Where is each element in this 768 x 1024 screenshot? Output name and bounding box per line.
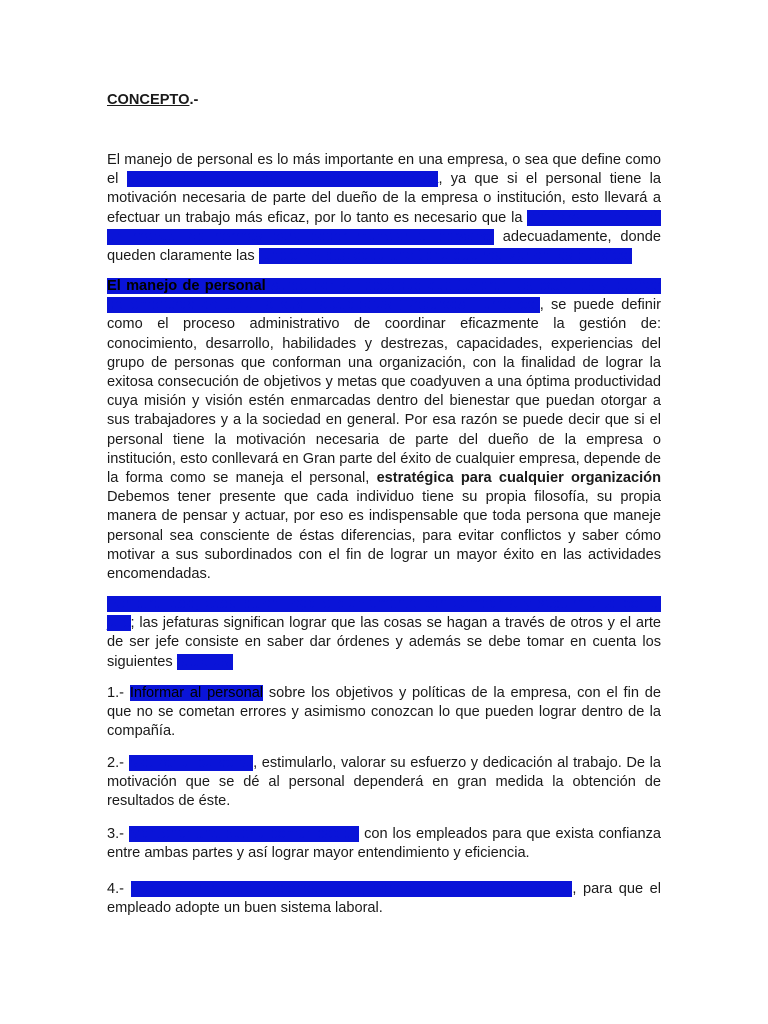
text-run: Debemos tener presente que cada individuo tiene su propia filosofía, su propia manera de pensar y actuar, por eso es indispensable que toda persona que maneje personal sea consciente de éstas diferencias, para evitar conflictos y saber cómo motivar a sus subordinados con el fin de lograr un mayor éxito en las actividades encomendadas.	[107, 489, 661, 583]
paragraph-intro	[107, 151, 661, 266]
heading-suffix: .-	[189, 92, 199, 108]
highlighted-text: Dar el ejemplo de responsabilidad, honestidad y ética profesional	[130, 881, 573, 897]
paragraph-factors	[107, 595, 661, 672]
text-run: , estimularlo, valorar su esfuerzo y dedicación al trabajo. De la motivación que se dé al personal dependerá en gran medida la obtención de resultados de éste.	[107, 755, 661, 810]
text-run: , para que el empleado adopte un buen sistema laboral.	[107, 881, 661, 917]
item-number: 3.-	[107, 826, 129, 842]
list-item-3	[107, 825, 661, 863]
highlighted-text: funciones que cada uno tiene que realizar en los puestos.	[258, 248, 632, 265]
highlighted-text: surge por la necesidad que tuvieron los patrones y dueños de empresas de tener a sus trabajadores (Recursos Humanos)	[107, 278, 661, 314]
text-run: sobre los objetivos y políticas de la empresa, con el fin de que no se cometan errores y asimismo conozcan lo que pueden lograr dentro de la compañía.	[107, 685, 661, 740]
highlighted-text: factores:	[176, 653, 233, 670]
highlighted-text: Motivar al personal	[128, 755, 254, 771]
bold-text: estratégica para cualquier organización	[376, 470, 661, 487]
highlighted-text: Informar al personal	[129, 685, 264, 701]
highlighted-text: Mantener una buena comunicación	[128, 826, 360, 842]
text-run: , ya que si el personal tiene la motivación necesaria de parte del dueño de la empresa o institución, esto llevará a efectuar un trabajo más eficaz, por lo tanto es necesario que la	[107, 171, 661, 226]
text-run: con los empleados para que exista confianza entre ambas partes y así lograr mayor entendimiento y eficiencia.	[107, 826, 661, 862]
highlighted-text: Por otro lado, cada quien llega eficientemente con compañía y seguimiento por el jefe	[107, 596, 661, 632]
text-run: adecuadamente, donde queden claramente las	[107, 228, 662, 265]
item-number: 1.-	[107, 685, 130, 701]
item-number: 4.-	[107, 881, 131, 897]
highlighted-bold-text: El manejo de personal	[107, 278, 266, 294]
paragraph-definition	[107, 277, 661, 584]
heading-title: CONCEPTO	[107, 92, 190, 108]
list-item-2	[107, 754, 661, 812]
highlighted-text	[107, 278, 266, 294]
list-item-1	[107, 684, 661, 742]
text-run: El manejo de personal es lo más importante en una empresa, o sea que define como el	[107, 152, 661, 188]
item-number: 2.-	[107, 755, 129, 771]
section-heading	[107, 92, 198, 108]
text-run: , se puede definir como el proceso administrativo de coordinar eficazmente la gestión de: conocimiento, desarrollo, habilidades y destrezas, capacidades, experiencias del grupo de personas que conforman una organización, con la finalidad de lograr la exitosa consecución de objetivos y metas que coadyuven a una óptima productividad cuya misión y visión estén enmarcadas dentro del bienestar que puedan otorgar a sus trabajadores y a la sociedad en general. Por esa razón se puede decir que si el personal tiene la motivación necesaria de parte del dueño de la empresa o institución, esto conllevará en Gran parte del éxito de cualquier empresa, depende de la forma como se maneja el personal,	[107, 297, 662, 487]
text-run: ; las jefaturas significan lograr que las cosas se hagan a través de otros y el arte de ser jefe consiste en saber dar órdenes y además se debe tomar en cuenta los siguientes	[107, 615, 661, 670]
highlighted-text: empresa cuente con un manual de normas para poder manejar el personal	[107, 209, 661, 245]
list-item-4	[107, 880, 661, 918]
highlighted-text: éxito que pueda llegar a tener una empresa	[126, 171, 439, 188]
